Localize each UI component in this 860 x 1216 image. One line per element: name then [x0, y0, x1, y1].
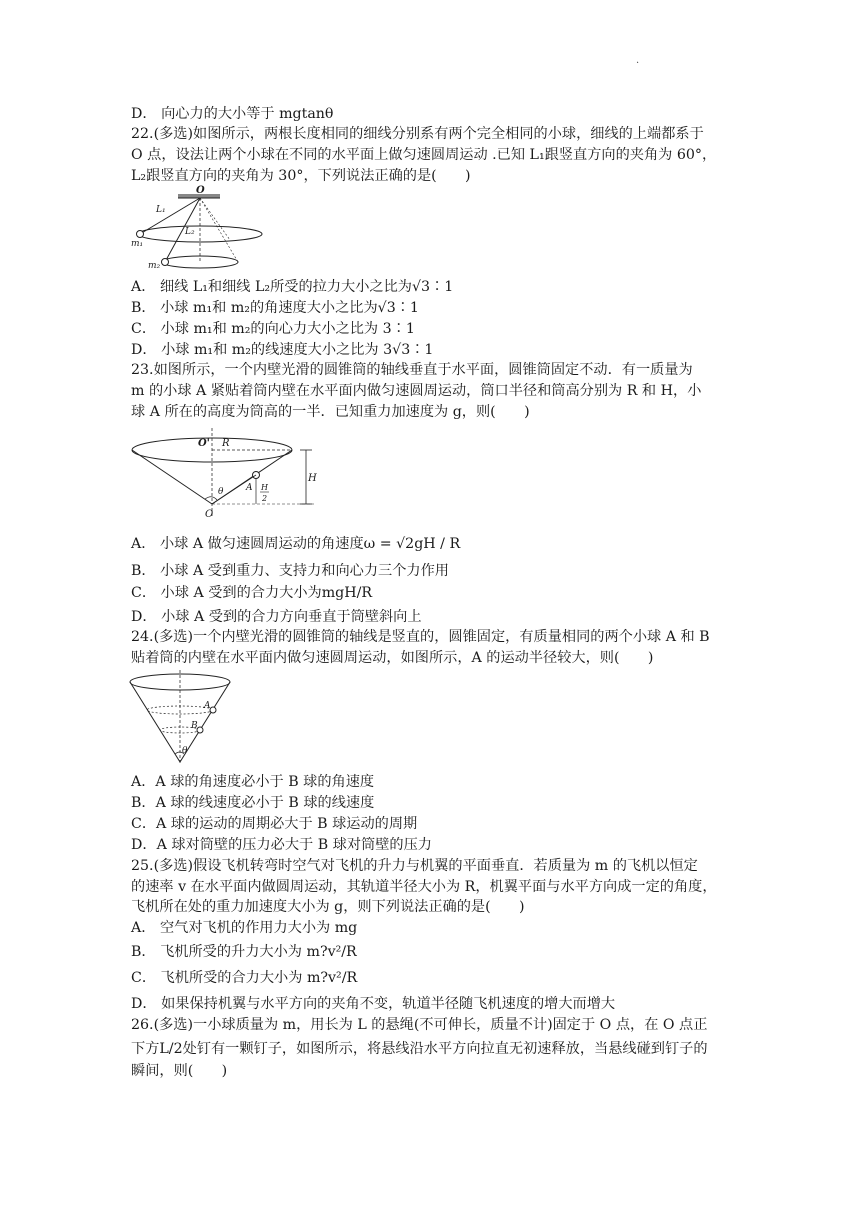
fig23-label-h-half-den: 2	[262, 494, 268, 503]
q25-option-a: A． 空气对飞机的作用力大小为 mg	[131, 920, 358, 936]
q23-option-d: D． 小球 A 受到的合力方向垂直于筒壁斜向上	[131, 609, 422, 625]
fig22-label-o: O	[196, 185, 205, 196]
fig23-label-o-prime: O'	[198, 438, 210, 449]
q22-option-a: A． 细线 L₁和细线 L₂所受的拉力大小之比为√3∶1	[131, 279, 454, 295]
q24-figure	[128, 668, 234, 768]
q24-option-a: A．A 球的角速度必小于 B 球的角速度	[131, 774, 375, 790]
q22-figure	[130, 184, 265, 272]
q26-stem-line-1: 26.(多选)一小球质量为 m，用长为 L 的悬绳(不可伸长，质量不计)固定于 O 点，在 O 点正	[131, 1017, 708, 1033]
q22-option-b: B． 小球 m₁和 m₂的角速度大小之比为√3∶1	[131, 300, 419, 316]
fig23-label-a: A	[246, 483, 253, 493]
q26-stem-line-2: 下方L/2处钉有一颗钉子，如图所示，将悬线沿水平方向拉直无初速释放，当悬线碰到钉子的	[131, 1041, 708, 1057]
q23-option-a: A． 小球 A 做匀速圆周运动的角速度ω = √2gH / R	[131, 536, 461, 552]
q25-stem-line-1: 25.(多选)假设飞机转弯时空气对飞机的升力与机翼的平面垂直．若质量为 m 的飞机以恒定	[131, 858, 698, 874]
q23-option-b: B． 小球 A 受到重力、支持力和向心力三个力作用	[131, 563, 449, 579]
fig23-label-o: O	[205, 509, 214, 520]
q26-stem-line-3: 瞬间，则( )	[131, 1063, 228, 1079]
q22-option-d: D． 小球 m₁和 m₂的线速度大小之比为 3√3∶1	[131, 342, 434, 358]
q23-stem-line-3: 球 A 所在的高度为筒高的一半．已知重力加速度为 g，则( )	[131, 404, 530, 420]
fig22-label-l1: L₁	[156, 205, 166, 215]
fig23-label-r: R	[222, 438, 230, 449]
fig24-label-a: A	[204, 701, 211, 711]
q24-stem-line-2: 贴着筒的内壁在水平面内做匀速圆周运动，如图所示，A 的运动半径较大，则( )	[131, 650, 654, 666]
q23-option-c: C． 小球 A 受到的合力大小为mgH/R	[131, 585, 373, 601]
q22-stem-line-1: 22.(多选)如图所示，两根长度相同的细线分别系有两个完全相同的小球，细线的上端都系于	[131, 126, 704, 142]
q23-figure	[128, 426, 326, 522]
q23-stem-line-1: 23.如图所示，一个内壁光滑的圆锥筒的轴线垂直于水平面，圆锥筒固定不动．有一质量为	[131, 362, 693, 378]
q25-option-c: C． 飞机所受的合力大小为 m?v²/R	[131, 970, 358, 986]
fig23-label-h-half-num: H	[261, 483, 268, 492]
fig24-label-theta: θ	[182, 746, 188, 756]
fig24-label-b: B	[191, 721, 198, 731]
fig22-label-m2: m₂	[148, 261, 161, 271]
q25-option-d: D． 如果保持机翼与水平方向的夹角不变，轨道半径随飞机速度的增大而增大	[131, 996, 616, 1012]
q23-stem-line-2: m 的小球 A 紧贴着筒内壁在水平面内做匀速圆周运动，筒口半径和筒高分别为 R 和 H，小	[131, 383, 702, 399]
q25-stem-line-3: 飞机所在处的重力加速度大小为 g，则下列说法正确的是( )	[131, 899, 525, 915]
q22-stem-line-2: O 点，设法让两个小球在不同的水平面上做匀速圆周运动 .已知 L₁跟竖直方向的夹角为 60°，	[131, 147, 717, 163]
q25-option-b: B． 飞机所受的升力大小为 m?v²/R	[131, 944, 357, 960]
q24-option-b: B．A 球的线速度必小于 B 球的线速度	[131, 795, 375, 811]
q24-option-c: C．A 球的运动的周期必大于 B 球运动的周期	[131, 816, 418, 832]
q21-option-d: D． 向心力的大小等于 mgtanθ	[131, 106, 334, 122]
fig23-label-h: H	[308, 473, 317, 484]
q22-stem-line-3: L₂跟竖直方向的夹角为 30°，下列说法正确的是( )	[131, 168, 471, 184]
q25-stem-line-2: 的速率 v 在水平面内做圆周运动，其轨道半径大小为 R，机翼平面与水平方向成一定的角度，	[131, 879, 717, 895]
fig23-label-theta: θ	[218, 487, 224, 497]
fig22-label-l2: L₂	[185, 227, 195, 237]
q24-stem-line-1: 24.(多选)一个内壁光滑的圆锥筒的轴线是竖直的，圆锥固定，有质量相同的两个小球 A 和 B	[131, 629, 710, 645]
fig22-label-m1: m₁	[131, 239, 144, 249]
header-mark: ·	[636, 58, 640, 69]
q22-option-c: C． 小球 m₁和 m₂的向心力大小之比为 3∶1	[131, 321, 415, 337]
q24-option-d: D．A 球对筒壁的压力必大于 B 球对筒壁的压力	[131, 837, 432, 853]
